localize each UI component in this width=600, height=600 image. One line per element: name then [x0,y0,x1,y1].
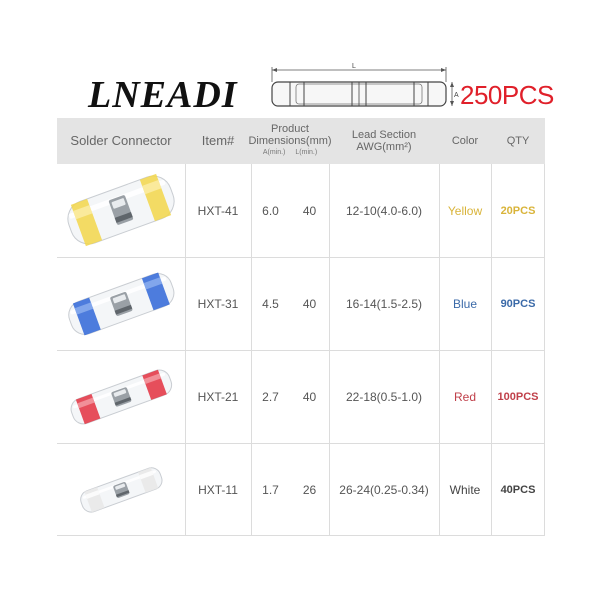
dimension-l: 26 [302,482,317,497]
package-count: 250PCS [460,80,554,110]
dimension-a: 2.7 [262,389,279,404]
item-number: HXT-21 [197,389,239,404]
quantity: 20PCS [500,204,536,217]
dimension-a: 6.0 [262,203,279,218]
header-dim-l: L(min.) [295,149,318,156]
item-number: HXT-41 [197,203,239,218]
table-row [57,164,545,257]
dimension-a: 1.7 [262,482,279,497]
dimension-l: 40 [302,203,317,218]
lead-section: 12-10(4.0-6.0) [345,203,423,218]
solder-connector-image [57,257,185,350]
header-lead-line1: Lead Section [351,129,417,141]
lead-section: 26-24(0.25-0.34) [339,482,429,497]
solder-connector-image [57,443,185,536]
header-dimensions-line1: Product [271,123,309,135]
length-label: L [352,63,356,70]
lead-section: 22-18(0.5-1.0) [345,389,423,404]
table-row [57,443,545,536]
quantity: 90PCS [500,297,536,310]
color-name: Yellow [447,203,483,218]
header-color: Color [451,135,479,147]
header-dim-a: A(min.) [262,149,286,156]
brand-name: LNEADI [88,74,238,116]
header-dimensions [248,118,332,164]
table-row [57,257,545,350]
header-lead-section [329,118,439,164]
header-qty: QTY [506,135,530,147]
item-number: HXT-31 [197,296,239,311]
header-lead-line2: AWG(mm²) [356,141,412,153]
dimension-a: 4.5 [262,296,279,311]
color-name: Blue [452,296,478,311]
color-name: White [449,482,481,497]
dimension-l: 40 [302,389,317,404]
diameter-label: A [454,92,459,99]
color-name: Red [453,389,476,404]
table-header [57,118,545,164]
quantity: 100PCS [497,390,539,403]
brand-logo [88,70,238,120]
lead-section: 16-14(1.5-2.5) [345,296,423,311]
dimension-diagram [266,64,458,120]
header-item: Item# [201,133,235,148]
item-number: HXT-11 [198,482,238,497]
header-connector: Solder Connector [70,133,172,148]
solder-connector-image [57,350,185,443]
header-dimensions-line2: Dimensions(mm) [248,135,332,147]
spec-table [57,118,545,536]
solder-connector-image [57,164,185,257]
table-row [57,350,545,443]
dimension-l: 40 [302,296,317,311]
quantity: 40PCS [500,483,536,496]
